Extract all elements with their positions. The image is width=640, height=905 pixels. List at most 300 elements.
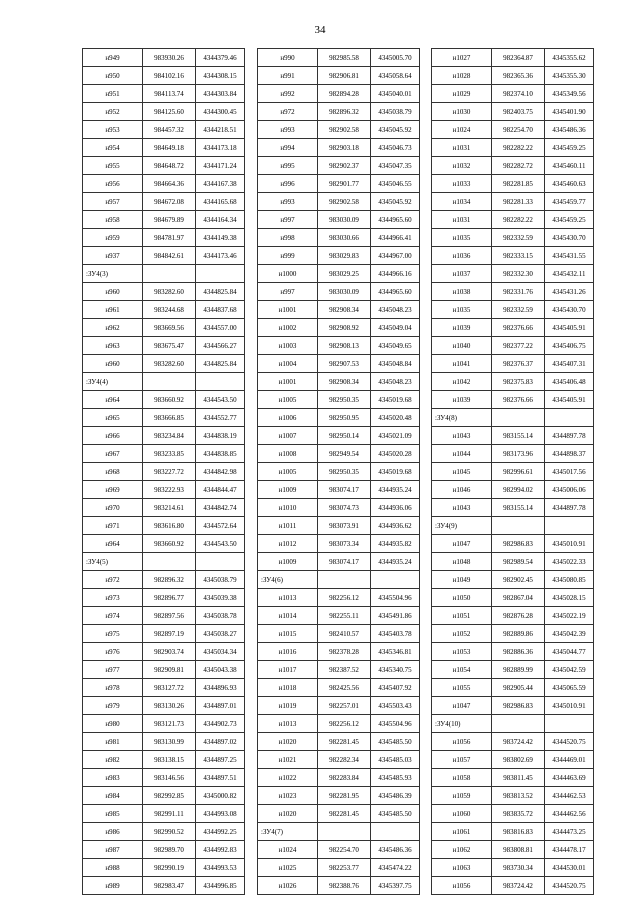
table-row (83, 697, 245, 715)
x-coordinate-cell: 984648.72 (143, 157, 196, 175)
table-row (83, 445, 245, 463)
point-id-cell: н960 (83, 283, 143, 301)
point-id-cell: н970 (83, 499, 143, 517)
point-id-cell: н1047 (432, 697, 492, 715)
x-coordinate-cell: 982902.37 (318, 157, 371, 175)
y-coordinate-cell: 4344897.78 (545, 499, 594, 517)
x-coordinate-cell: 982332.59 (492, 229, 545, 247)
table-row (83, 769, 245, 787)
point-id-cell: н954 (83, 139, 143, 157)
y-coordinate-cell: 4344173.18 (196, 139, 245, 157)
table-row (432, 283, 594, 301)
y-coordinate-cell: 4344896.93 (196, 679, 245, 697)
x-coordinate-cell: 982256.12 (318, 589, 371, 607)
x-coordinate-cell: 983244.68 (143, 301, 196, 319)
y-coordinate-cell: 4344936.06 (371, 499, 420, 517)
y-coordinate-cell: 4344902.73 (196, 715, 245, 733)
y-coordinate-cell: 4344966.41 (371, 229, 420, 247)
y-coordinate-cell: 4344566.27 (196, 337, 245, 355)
x-coordinate-cell: 984679.89 (143, 211, 196, 229)
point-id-cell: н1004 (258, 355, 318, 373)
point-id-cell: н1052 (432, 625, 492, 643)
y-coordinate-cell: 4344167.38 (196, 175, 245, 193)
point-id-cell: н976 (83, 643, 143, 661)
x-coordinate-cell: 983730.34 (492, 859, 545, 877)
point-id-cell: н968 (83, 463, 143, 481)
y-coordinate-cell: 4345401.90 (545, 103, 594, 121)
point-id-cell: н949 (83, 49, 143, 67)
x-coordinate-cell: 983669.56 (143, 319, 196, 337)
point-id-cell: н1036 (432, 247, 492, 265)
x-coordinate-cell: 983813.52 (492, 787, 545, 805)
table-row (432, 49, 594, 67)
point-id-cell: н1056 (432, 877, 492, 895)
x-coordinate-cell: 982331.76 (492, 283, 545, 301)
y-coordinate-cell: 4344992.83 (196, 841, 245, 859)
table-row (432, 481, 594, 499)
point-id-cell: н1005 (258, 463, 318, 481)
y-coordinate-cell (196, 265, 245, 283)
table-row (83, 661, 245, 679)
point-id-cell: н981 (83, 733, 143, 751)
point-id-cell: н1032 (432, 157, 492, 175)
x-coordinate-cell: 983030.09 (318, 283, 371, 301)
x-coordinate-cell: 984672.08 (143, 193, 196, 211)
table-row (83, 841, 245, 859)
table-row (258, 49, 420, 67)
x-coordinate-cell: 983808.81 (492, 841, 545, 859)
y-coordinate-cell: 4345022.33 (545, 553, 594, 571)
x-coordinate-cell: 983127.72 (143, 679, 196, 697)
table-row (258, 733, 420, 751)
y-coordinate-cell: 4345047.35 (371, 157, 420, 175)
y-coordinate-cell: 4345038.27 (196, 625, 245, 643)
table-row (83, 337, 245, 355)
y-coordinate-cell: 4344149.38 (196, 229, 245, 247)
x-coordinate-cell: 982901.77 (318, 175, 371, 193)
x-coordinate-cell: 982254.70 (318, 841, 371, 859)
x-coordinate-cell: 982425.56 (318, 679, 371, 697)
x-coordinate-cell: 982256.12 (318, 715, 371, 733)
x-coordinate-cell: 983121.73 (143, 715, 196, 733)
table-row (432, 661, 594, 679)
y-coordinate-cell: 4345042.59 (545, 661, 594, 679)
x-coordinate-cell: 983282.60 (143, 283, 196, 301)
x-coordinate-cell: 983816.83 (492, 823, 545, 841)
x-coordinate-cell: 982365.36 (492, 67, 545, 85)
y-coordinate-cell (371, 571, 420, 589)
y-coordinate-cell: 4345019.68 (371, 463, 420, 481)
x-coordinate-cell: 982886.36 (492, 643, 545, 661)
point-id-cell: н995 (258, 157, 318, 175)
y-coordinate-cell: 4344572.64 (196, 517, 245, 535)
table-row (432, 571, 594, 589)
point-id-cell: н996 (258, 175, 318, 193)
y-coordinate-cell: 4344993.53 (196, 859, 245, 877)
x-coordinate-cell: 982949.54 (318, 445, 371, 463)
table-row (258, 355, 420, 373)
x-coordinate-cell (143, 553, 196, 571)
x-coordinate-cell: 983146.56 (143, 769, 196, 787)
x-coordinate-cell: 982253.77 (318, 859, 371, 877)
x-coordinate-cell: 982376.66 (492, 319, 545, 337)
table-row (432, 697, 594, 715)
y-coordinate-cell: 4344557.00 (196, 319, 245, 337)
y-coordinate-cell: 4345049.65 (371, 337, 420, 355)
point-id-cell: н1005 (258, 391, 318, 409)
point-id-cell: н967 (83, 445, 143, 463)
point-id-cell: н1044 (432, 445, 492, 463)
y-coordinate-cell: 4344165.68 (196, 193, 245, 211)
x-coordinate-cell: 982283.84 (318, 769, 371, 787)
y-coordinate-cell: 4345491.86 (371, 607, 420, 625)
point-id-cell: н1035 (432, 229, 492, 247)
group-label-cell: :ЗУ4(9) (432, 517, 492, 535)
y-coordinate-cell: 4345503.43 (371, 697, 420, 715)
y-coordinate-cell: 4344935.24 (371, 553, 420, 571)
point-id-cell: н1026 (258, 877, 318, 895)
point-id-cell: н1050 (432, 589, 492, 607)
x-coordinate-cell (318, 571, 371, 589)
y-coordinate-cell: 4345432.11 (545, 265, 594, 283)
x-coordinate-cell: 982986.83 (492, 535, 545, 553)
point-id-cell: н989 (83, 877, 143, 895)
table-row (258, 319, 420, 337)
point-id-cell: н1027 (432, 49, 492, 67)
table-row (83, 427, 245, 445)
group-header-row (258, 571, 420, 589)
x-coordinate-cell: 982902.45 (492, 571, 545, 589)
point-id-cell: н987 (83, 841, 143, 859)
table-row (83, 859, 245, 877)
x-coordinate-cell: 982908.34 (318, 301, 371, 319)
y-coordinate-cell: 4345021.09 (371, 427, 420, 445)
x-coordinate-cell: 982903.18 (318, 139, 371, 157)
point-id-cell: н1013 (258, 715, 318, 733)
y-coordinate-cell: 4344552.77 (196, 409, 245, 427)
x-coordinate-cell: 982908.34 (318, 373, 371, 391)
table-row (432, 733, 594, 751)
y-coordinate-cell: 4345045.92 (371, 193, 420, 211)
x-coordinate-cell: 982908.13 (318, 337, 371, 355)
x-coordinate-cell: 984664.36 (143, 175, 196, 193)
point-id-cell: н1001 (258, 373, 318, 391)
point-id-cell: н1043 (432, 427, 492, 445)
group-label-cell: :ЗУ4(6) (258, 571, 318, 589)
table-row (83, 607, 245, 625)
x-coordinate-cell: 983073.91 (318, 517, 371, 535)
y-coordinate-cell: 4345486.36 (545, 121, 594, 139)
y-coordinate-cell: 4345405.91 (545, 391, 594, 409)
table-row (432, 67, 594, 85)
point-id-cell: н991 (258, 67, 318, 85)
group-header-row (432, 517, 594, 535)
y-coordinate-cell: 4344173.46 (196, 247, 245, 265)
x-coordinate-cell: 983130.26 (143, 697, 196, 715)
point-id-cell: н978 (83, 679, 143, 697)
x-coordinate-cell: 982990.19 (143, 859, 196, 877)
table-row (258, 751, 420, 769)
point-id-cell: н1053 (432, 643, 492, 661)
y-coordinate-cell: 4345430.70 (545, 229, 594, 247)
point-id-cell: н1063 (432, 859, 492, 877)
table-row (258, 499, 420, 517)
point-id-cell: н956 (83, 175, 143, 193)
x-coordinate-cell: 984113.74 (143, 85, 196, 103)
point-id-cell: н992 (258, 85, 318, 103)
y-coordinate-cell: 4345407.31 (545, 355, 594, 373)
table-row (258, 679, 420, 697)
y-coordinate-cell: 4344935.24 (371, 481, 420, 499)
y-coordinate-cell: 4344379.46 (196, 49, 245, 67)
x-coordinate-cell (143, 265, 196, 283)
table-row (432, 121, 594, 139)
x-coordinate-cell: 982332.30 (492, 265, 545, 283)
point-id-cell: н974 (83, 607, 143, 625)
coordinates-table-1 (82, 48, 245, 895)
x-coordinate-cell: 983282.60 (143, 355, 196, 373)
table-row (258, 715, 420, 733)
table-row (83, 211, 245, 229)
point-id-cell: н1014 (258, 607, 318, 625)
y-coordinate-cell: 4345038.79 (371, 103, 420, 121)
point-id-cell: н1040 (432, 337, 492, 355)
x-coordinate-cell: 984842.61 (143, 247, 196, 265)
table-row (258, 247, 420, 265)
point-id-cell: н1043 (432, 499, 492, 517)
y-coordinate-cell: 4345346.81 (371, 643, 420, 661)
y-coordinate-cell (545, 409, 594, 427)
point-id-cell: н1020 (258, 805, 318, 823)
x-coordinate-cell: 982902.58 (318, 193, 371, 211)
x-coordinate-cell: 982989.70 (143, 841, 196, 859)
x-coordinate-cell: 983835.72 (492, 805, 545, 823)
point-id-cell: н1035 (432, 301, 492, 319)
y-coordinate-cell: 4344966.16 (371, 265, 420, 283)
x-coordinate-cell: 982282.34 (318, 751, 371, 769)
x-coordinate-cell (143, 373, 196, 391)
y-coordinate-cell: 4345459.77 (545, 193, 594, 211)
table-row (83, 49, 245, 67)
y-coordinate-cell: 4344842.74 (196, 499, 245, 517)
table-row (83, 805, 245, 823)
x-coordinate-cell: 982333.15 (492, 247, 545, 265)
y-coordinate-cell: 4345044.77 (545, 643, 594, 661)
x-coordinate-cell: 982902.58 (318, 121, 371, 139)
point-id-cell: н950 (83, 67, 143, 85)
y-coordinate-cell: 4344965.60 (371, 211, 420, 229)
x-coordinate-cell: 982950.95 (318, 409, 371, 427)
point-id-cell: н1033 (432, 175, 492, 193)
point-id-cell: н1009 (258, 481, 318, 499)
point-id-cell: н983 (83, 769, 143, 787)
y-coordinate-cell: 4344825.84 (196, 355, 245, 373)
table-row (258, 139, 420, 157)
point-id-cell: н1038 (432, 283, 492, 301)
table-row (432, 427, 594, 445)
table-row (83, 283, 245, 301)
table-row (432, 643, 594, 661)
point-id-cell: н973 (83, 589, 143, 607)
table-row (258, 409, 420, 427)
y-coordinate-cell: 4344838.19 (196, 427, 245, 445)
point-id-cell: н972 (258, 103, 318, 121)
x-coordinate-cell: 982281.33 (492, 193, 545, 211)
y-coordinate-cell: 4344218.51 (196, 121, 245, 139)
point-id-cell: н1029 (432, 85, 492, 103)
y-coordinate-cell: 4345485.03 (371, 751, 420, 769)
y-coordinate-cell: 4345485.50 (371, 733, 420, 751)
table-row (258, 121, 420, 139)
point-id-cell: н1001 (258, 301, 318, 319)
table-row (258, 85, 420, 103)
y-coordinate-cell: 4344897.01 (196, 697, 245, 715)
group-header-row (432, 715, 594, 733)
y-coordinate-cell: 4345020.48 (371, 409, 420, 427)
y-coordinate-cell: 4345039.38 (196, 589, 245, 607)
x-coordinate-cell: 983724.42 (492, 877, 545, 895)
x-coordinate-cell: 983173.96 (492, 445, 545, 463)
table-row (258, 481, 420, 499)
x-coordinate-cell: 984781.97 (143, 229, 196, 247)
y-coordinate-cell: 4345340.75 (371, 661, 420, 679)
x-coordinate-cell: 983675.47 (143, 337, 196, 355)
x-coordinate-cell (492, 715, 545, 733)
table-row (83, 85, 245, 103)
y-coordinate-cell: 4345405.91 (545, 319, 594, 337)
x-coordinate-cell: 982867.04 (492, 589, 545, 607)
group-label-cell: :ЗУ4(4) (83, 373, 143, 391)
x-coordinate-cell: 983233.85 (143, 445, 196, 463)
table-row (83, 715, 245, 733)
x-coordinate-cell: 982950.14 (318, 427, 371, 445)
group-label-cell: :ЗУ4(8) (432, 409, 492, 427)
point-id-cell: н1024 (432, 121, 492, 139)
table-row (258, 463, 420, 481)
x-coordinate-cell: 982992.85 (143, 787, 196, 805)
point-id-cell: н964 (83, 391, 143, 409)
point-id-cell: н1011 (258, 517, 318, 535)
coordinates-table-2 (257, 48, 420, 895)
y-coordinate-cell: 4345034.34 (196, 643, 245, 661)
y-coordinate-cell: 4344936.62 (371, 517, 420, 535)
x-coordinate-cell: 982257.01 (318, 697, 371, 715)
point-id-cell: н1039 (432, 391, 492, 409)
y-coordinate-cell: 4344462.53 (545, 787, 594, 805)
table-row (258, 697, 420, 715)
x-coordinate-cell: 983030.66 (318, 229, 371, 247)
x-coordinate-cell: 982876.28 (492, 607, 545, 625)
x-coordinate-cell: 982905.44 (492, 679, 545, 697)
group-header-row (83, 553, 245, 571)
group-header-row (83, 373, 245, 391)
y-coordinate-cell: 4344520.75 (545, 733, 594, 751)
point-id-cell: н990 (258, 49, 318, 67)
y-coordinate-cell: 4344825.84 (196, 283, 245, 301)
table-row (432, 229, 594, 247)
x-coordinate-cell: 982896.32 (318, 103, 371, 121)
y-coordinate-cell: 4344164.34 (196, 211, 245, 229)
table-row (258, 211, 420, 229)
x-coordinate-cell: 982282.72 (492, 157, 545, 175)
x-coordinate-cell (318, 823, 371, 841)
x-coordinate-cell (492, 409, 545, 427)
y-coordinate-cell: 4345504.96 (371, 715, 420, 733)
x-coordinate-cell: 982985.58 (318, 49, 371, 67)
table-row (258, 661, 420, 679)
point-id-cell: н1031 (432, 139, 492, 157)
y-coordinate-cell: 4344473.25 (545, 823, 594, 841)
y-coordinate-cell: 4345010.91 (545, 535, 594, 553)
y-coordinate-cell: 4344965.60 (371, 283, 420, 301)
point-id-cell: н951 (83, 85, 143, 103)
y-coordinate-cell: 4344897.25 (196, 751, 245, 769)
point-id-cell: н1022 (258, 769, 318, 787)
x-coordinate-cell: 982378.28 (318, 643, 371, 661)
x-coordinate-cell: 983155.14 (492, 427, 545, 445)
y-coordinate-cell: 4345397.75 (371, 877, 420, 895)
table-row (258, 229, 420, 247)
y-coordinate-cell: 4344996.85 (196, 877, 245, 895)
point-id-cell: н952 (83, 103, 143, 121)
x-coordinate-cell: 983222.93 (143, 481, 196, 499)
point-id-cell: н985 (83, 805, 143, 823)
y-coordinate-cell: 4344171.24 (196, 157, 245, 175)
x-coordinate-cell: 982996.61 (492, 463, 545, 481)
table-row (432, 499, 594, 517)
point-id-cell: н993 (258, 121, 318, 139)
point-id-cell: н1056 (432, 733, 492, 751)
table-row (432, 391, 594, 409)
table-row (83, 301, 245, 319)
x-coordinate-cell: 983616.80 (143, 517, 196, 535)
point-id-cell: н977 (83, 661, 143, 679)
y-coordinate-cell: 4344898.37 (545, 445, 594, 463)
y-coordinate-cell: 4344478.17 (545, 841, 594, 859)
table-row (432, 85, 594, 103)
table-row (258, 391, 420, 409)
table-row (83, 319, 245, 337)
y-coordinate-cell: 4345006.06 (545, 481, 594, 499)
point-id-cell: н1049 (432, 571, 492, 589)
x-coordinate-cell: 983666.85 (143, 409, 196, 427)
table-row (258, 643, 420, 661)
y-coordinate-cell: 4344992.25 (196, 823, 245, 841)
table-row (432, 319, 594, 337)
point-id-cell: н953 (83, 121, 143, 139)
x-coordinate-cell: 982889.99 (492, 661, 545, 679)
group-header-row (432, 409, 594, 427)
y-coordinate-cell (545, 517, 594, 535)
x-coordinate-cell: 982403.75 (492, 103, 545, 121)
table-row (258, 607, 420, 625)
point-id-cell: н1059 (432, 787, 492, 805)
table-row (258, 787, 420, 805)
y-coordinate-cell: 4345058.64 (371, 67, 420, 85)
x-coordinate-cell: 982907.53 (318, 355, 371, 373)
x-coordinate-cell: 983660.92 (143, 535, 196, 553)
point-id-cell: н999 (258, 247, 318, 265)
point-id-cell: н937 (83, 247, 143, 265)
table-row (432, 103, 594, 121)
point-id-cell: н1003 (258, 337, 318, 355)
x-coordinate-cell: 982332.59 (492, 301, 545, 319)
table-row (83, 751, 245, 769)
y-coordinate-cell: 4345431.26 (545, 283, 594, 301)
point-id-cell: н1034 (432, 193, 492, 211)
point-id-cell: н1037 (432, 265, 492, 283)
y-coordinate-cell: 4344967.00 (371, 247, 420, 265)
